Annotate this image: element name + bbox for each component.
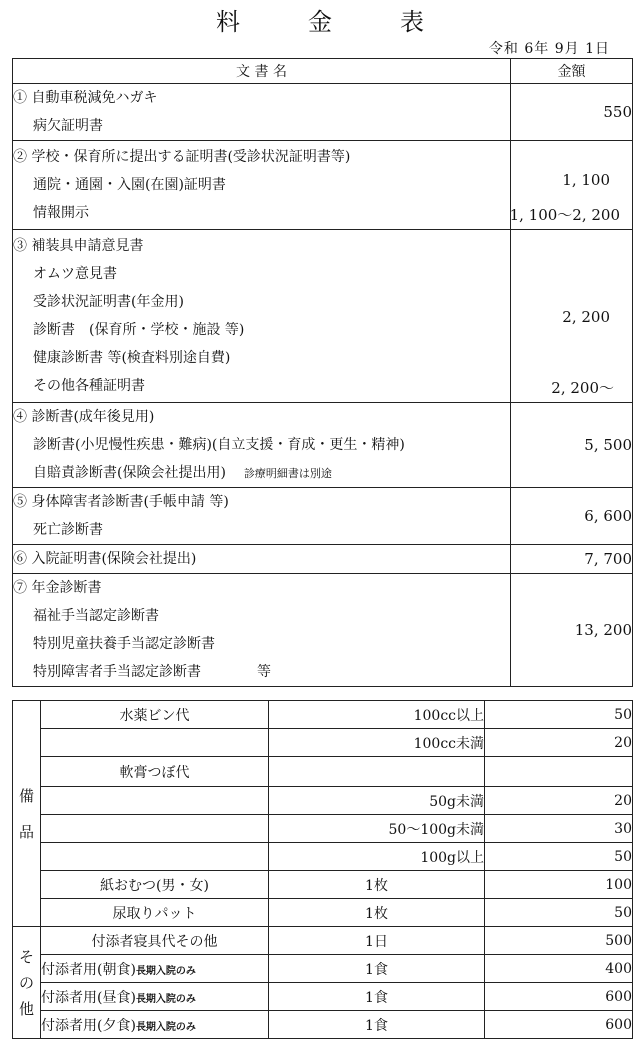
fee-group-3-names (13, 230, 511, 403)
document-name: 病欠証明書 (33, 118, 103, 134)
document-name: 診断書(小児慢性疾患・難病)(自立支援・育成・更生・精神) (33, 437, 405, 453)
fee-amount-range: 1, 100〜2, 200 (509, 206, 620, 224)
misc-unit: 1枚 (269, 871, 485, 899)
misc-note: 長期入院のみ (135, 993, 196, 1005)
fee-group-1-names (13, 84, 511, 141)
fee-amount: 2, 200 (562, 308, 610, 326)
document-name: 情報開示 (33, 205, 89, 221)
fee-table (12, 58, 633, 687)
misc-unit: 50〜100g未満 (269, 815, 485, 843)
document-name: 特別障害者手当認定診断書 等 (33, 664, 271, 680)
misc-unit: 50g未満 (269, 787, 485, 815)
misc-unit: 1食 (269, 983, 485, 1011)
misc-amount: 50 (485, 701, 633, 729)
document-name: 通院・通園・入園(在園)証明書 (33, 177, 226, 193)
misc-unit: 100cc未満 (269, 729, 485, 757)
fee-amount: 550 (511, 84, 633, 141)
misc-amount: 50 (485, 899, 633, 927)
group-number: ⑦ (13, 580, 27, 596)
misc-fee-table (12, 700, 633, 1039)
category-bihin: 備 品 (13, 701, 41, 927)
document-name: 身体障害者診断書(手帳申請 等) (31, 494, 229, 510)
misc-item: 付添者用(朝食) (41, 961, 136, 978)
misc-amount: 20 (485, 787, 633, 815)
document-name: オムツ意見書 (33, 266, 117, 282)
fee-group-2-names (13, 141, 511, 230)
misc-unit: 100g以上 (269, 843, 485, 871)
misc-unit: 1食 (269, 955, 485, 983)
document-name: 死亡診断書 (33, 522, 103, 538)
fee-group-7-names (13, 574, 511, 687)
misc-item (41, 843, 269, 871)
misc-amount: 600 (485, 983, 633, 1011)
document-name: 受診状況証明書(年金用) (33, 294, 184, 310)
misc-amount: 600 (485, 1011, 633, 1039)
fee-table-header (13, 59, 633, 84)
fee-amount: 1, 100 (562, 171, 610, 189)
misc-amount: 400 (485, 955, 633, 983)
fee-group-3 (13, 230, 633, 403)
document-name: 福祉手当認定診断書 (33, 608, 159, 624)
misc-item (41, 815, 269, 843)
document-name: 特別児童扶養手当認定診断書 (33, 636, 215, 652)
group-number: ① (13, 90, 27, 106)
fee-amount: 6, 600 (511, 488, 633, 545)
misc-unit: 1食 (269, 1011, 485, 1039)
document-name: 診断書(成年後見用) (31, 409, 155, 425)
header-amount: 金額 (511, 59, 633, 84)
misc-unit: 1日 (269, 927, 485, 955)
misc-note: 長期入院のみ (135, 965, 196, 977)
page-title: 料 金 表 (216, 8, 446, 36)
misc-unit: 100cc以上 (269, 701, 485, 729)
fee-amount: 5, 500 (511, 403, 633, 488)
misc-item: 付添者用(夕食) (41, 1017, 136, 1034)
category-sonota: そ の 他 (13, 927, 41, 1039)
document-name: その他各種証明書 (33, 378, 145, 394)
document-name: 補装具申請意見書 (31, 238, 144, 254)
misc-amount: 30 (485, 815, 633, 843)
misc-item: 水薬ビン代 (41, 701, 269, 729)
document-name: 入院証明書(保険会社提出) (31, 551, 197, 567)
misc-item (41, 729, 269, 757)
misc-amount: 50 (485, 843, 633, 871)
misc-item: 付添者寝具代その他 (41, 927, 269, 955)
document-name: 診断書 (保育所・学校・施設 等) (33, 322, 245, 338)
document-name: 健康診断書 等(検査料別途自費) (33, 350, 231, 366)
fee-group-5 (13, 488, 633, 545)
misc-item (41, 787, 269, 815)
fee-group-4 (13, 403, 633, 488)
misc-item: 紙おむつ(男・女) (41, 871, 269, 899)
fee-amount-range: 2, 200〜 (551, 379, 614, 397)
group-number: ③ (13, 238, 27, 254)
document-name: 自賠責診断書(保険会社提出用) (33, 465, 226, 481)
misc-amount (485, 757, 633, 787)
group-number: ⑤ (13, 494, 27, 510)
issue-date: 令和 6年 9月 1日 (488, 41, 610, 57)
misc-unit (269, 757, 485, 787)
misc-unit: 1枚 (269, 899, 485, 927)
fee-group-2 (13, 141, 633, 230)
fee-note: 診療明細書は別途 (243, 467, 332, 480)
fee-group-5-names (13, 488, 511, 545)
misc-amount: 100 (485, 871, 633, 899)
misc-item: 付添者用(昼食) (41, 989, 136, 1006)
misc-note: 長期入院のみ (135, 1021, 196, 1033)
document-name: 年金診断書 (31, 580, 102, 596)
fee-group-1 (13, 84, 633, 141)
document-name: 学校・保育所に提出する証明書(受診状況証明書等) (31, 149, 351, 165)
misc-amount: 20 (485, 729, 633, 757)
document-name: 自動車税減免ハガキ (31, 90, 158, 106)
fee-amount: 7, 700 (511, 545, 633, 574)
misc-item: 軟膏つぼ代 (41, 757, 269, 787)
misc-item: 尿取りパット (41, 899, 269, 927)
fee-group-7 (13, 574, 633, 687)
group-number: ⑥ (13, 551, 27, 567)
fee-amount: 13, 200 (511, 574, 633, 687)
header-document-name: 文 書 名 (13, 59, 511, 84)
group-number: ② (13, 149, 27, 165)
misc-amount: 500 (485, 927, 633, 955)
fee-group-6-names (13, 545, 511, 574)
group-number: ④ (13, 409, 27, 425)
fee-group-6 (13, 545, 633, 574)
fee-group-4-names (13, 403, 511, 488)
